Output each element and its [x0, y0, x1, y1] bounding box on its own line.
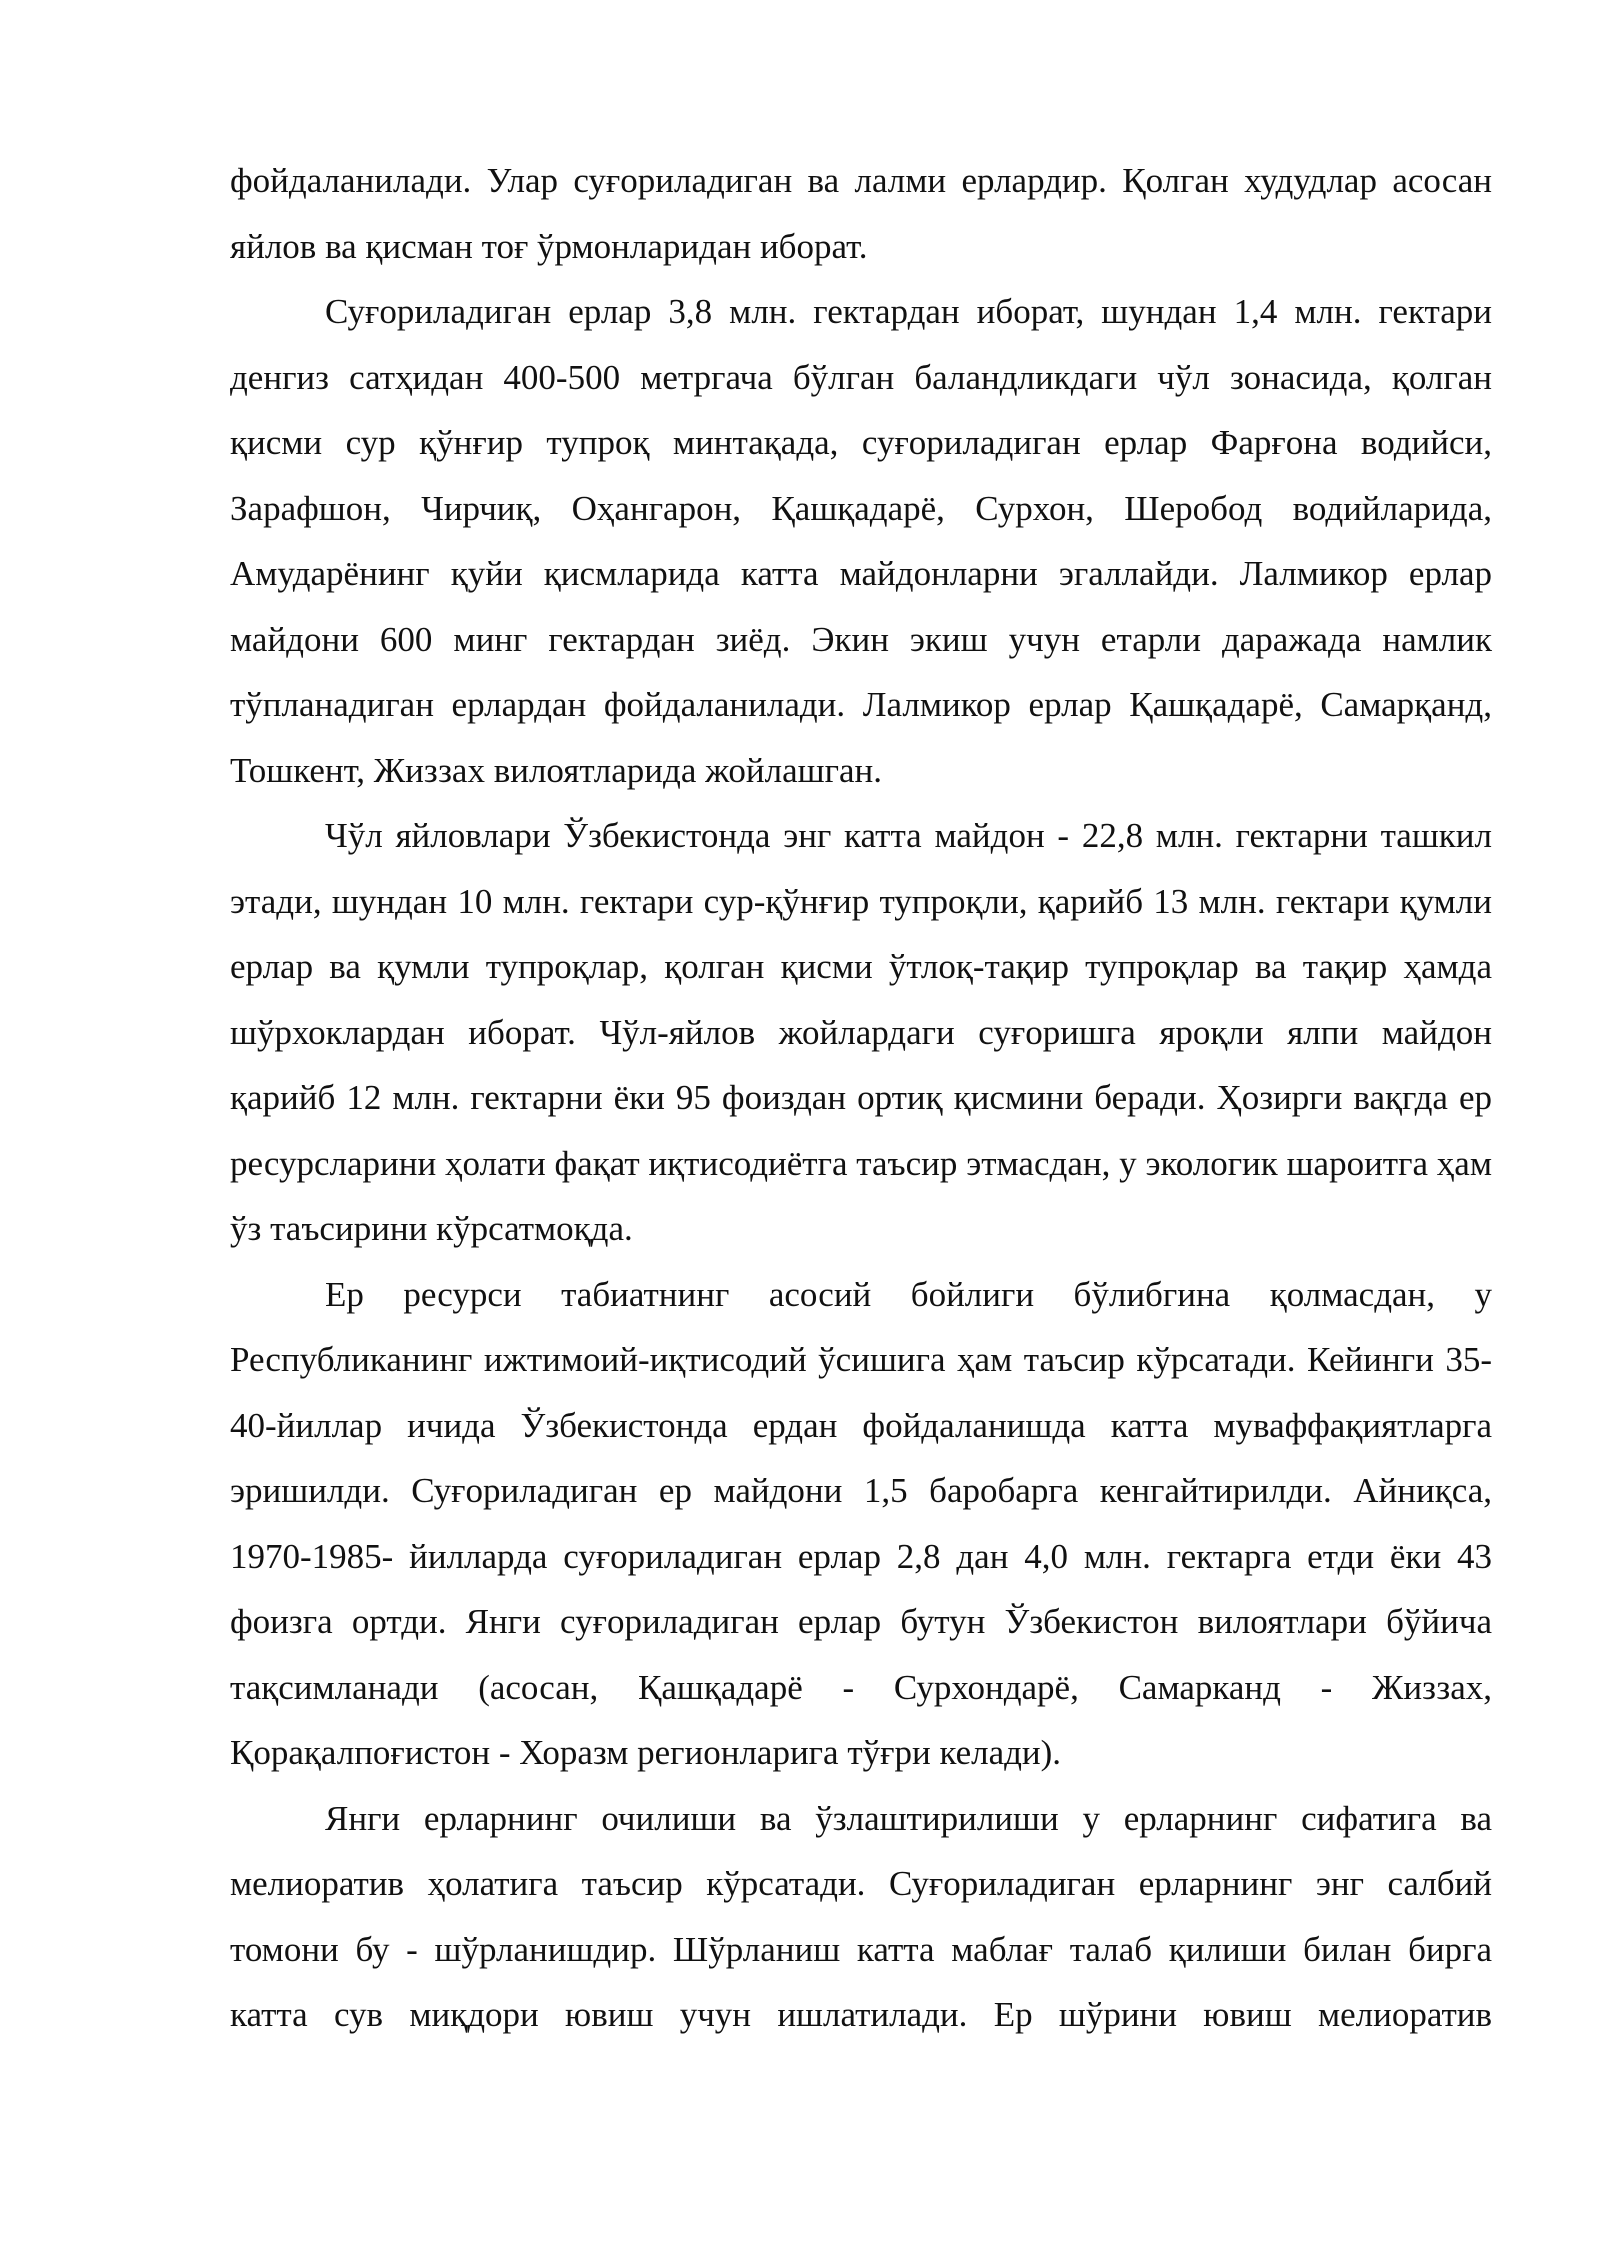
paragraph-1: фойдаланилади. Улар суғориладиган ва лалми ерлардир. Қолган худудлар асосан яйлов ва қисман тоғ ўрмонларидан иборат.: [230, 161, 1492, 266]
paragraph-5: Янги ерларнинг очилиши ва ўзлаштирилиши у ерларнинг сифатига ва мелиоратив ҳолатига таъсир кўрсатади. Суғориладиган ерларнинг энг салбий томони бу - шўрланишдир. Шўрланиш катта маблағ талаб қилиши билан бирга катта сув миқдори ювиш учун ишлатилади. Ер шўрини ювиш мелиоратив: [230, 1798, 1492, 2034]
document-page: [230, 148, 1492, 2048]
paragraph-3: Чўл яйловлари Ўзбекистонда энг катта майдон - 22,8 млн. гектарни ташкил этади, шундан 10 млн. гектари сур-қўнғир тупроқли, қарийб 13 млн. гектари қумли ерлар ва қумли тупроқлар, қолган қисми ўтлоқ-тақир тупроқлар ва тақир ҳамда шўрхоклардан иборат. Чўл-яйлов жойлардаги суғоришга яроқли ялпи майдон қарийб 12 млн. гектарни ёки 95 фоиздан ортиқ қисмини беради. Ҳозирги вақгда ер ресурсларини ҳолати фақат иқтисодиётга таъсир этмасдан, у экологик шароитга ҳам ўз таъсирини кўрсатмоқда.: [230, 816, 1492, 1248]
paragraph-2: Суғориладиган ерлар 3,8 млн. гектардан иборат, шундан 1,4 млн. гектари денгиз сатҳидан 400-500 метргача бўлган баландликдаги чўл зонасида, қолган қисми сур қўнғир тупроқ минтақада, суғориладиган ерлар Фарғона водийси, Зарафшон, Чирчиқ, Оҳангарон, Қашқадарё, Сурхон, Шеробод водийларида, Амударёнинг қуйи қисмларида катта майдонларни эгаллайди. Лалмикор ерлар майдони 600 минг гектардан зиёд. Экин экиш учун етарли даражада намлик тўпланадиган ерлардан фойдаланилади. Лалмикор ерлар Қашқадарё, Самарқанд, Тошкент, Жиззах вилоятларида жойлашган.: [230, 292, 1492, 790]
paragraph-4: Ер ресурси табиатнинг асосий бойлиги бўлибгина қолмасдан, у Республиканинг ижтимоий-иқтисодий ўсишига ҳам таъсир кўрсатади. Кейинги 35-40-йиллар ичида Ўзбекистонда ердан фойдаланишда катта муваффақиятларга эришилди. Суғориладиган ер майдони 1,5 баробарга кенгайтирилди. Айниқса, 1970-1985- йилларда суғориладиган ерлар 2,8 дан 4,0 млн. гектарга етди ёки 43 фоизга ортди. Янги суғориладиган ерлар бутун Ўзбекистон вилоятлари бўйича тақсимланади (асосан, Қашқадарё - Сурхондарё, Самарканд - Жиззах, Қорақалпоғистон - Хоразм регионларига тўғри келади).: [230, 1274, 1492, 1772]
